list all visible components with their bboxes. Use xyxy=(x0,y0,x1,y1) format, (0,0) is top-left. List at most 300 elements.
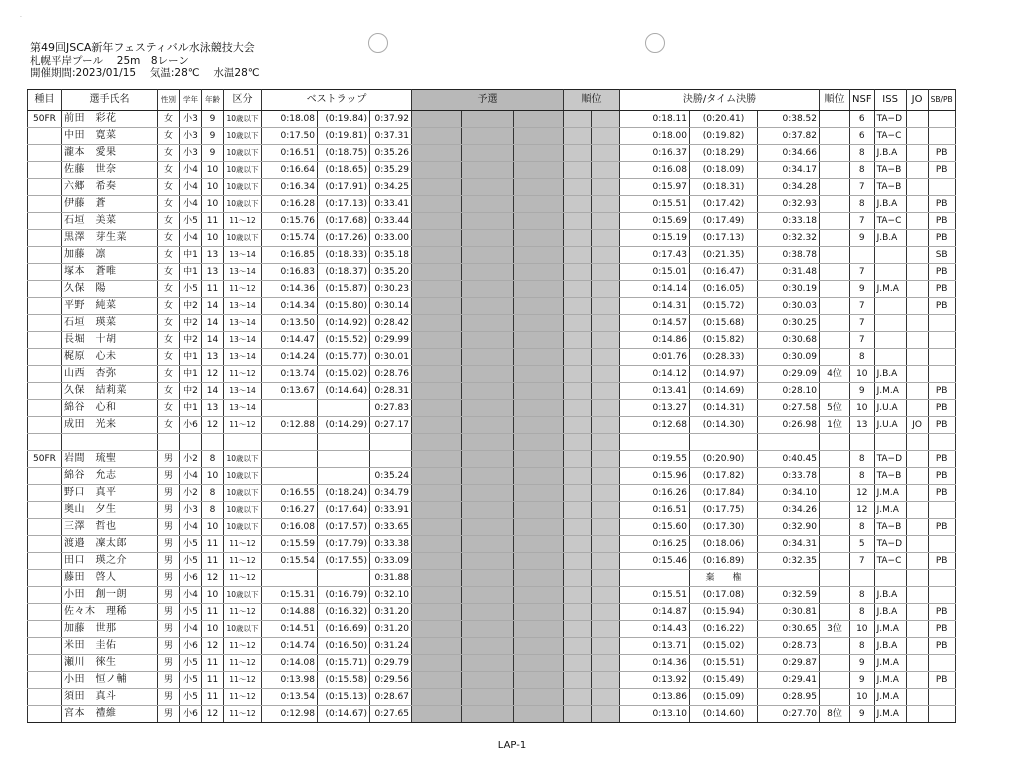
cell-final-50: 0:14.43 xyxy=(620,621,690,638)
cell-age: 11 xyxy=(202,655,224,672)
venue-line: 札幌平岸プール 25m 8レーン xyxy=(30,55,189,67)
cell-name: 岩間 琉聖 xyxy=(62,451,158,468)
cell-rank-a xyxy=(564,587,592,604)
cell-sbpb: PB xyxy=(928,604,955,621)
cell-jo xyxy=(906,349,928,366)
cell-best-50: 0:12.98 xyxy=(262,706,318,723)
cell-rank-a xyxy=(564,128,592,145)
cell-final-total: 0:29.41 xyxy=(758,672,820,689)
cell-rank-b xyxy=(592,315,620,332)
cell-class: 10歳以下 xyxy=(224,485,262,502)
cell-rank-a xyxy=(564,162,592,179)
cell-final-split: (0:17.82) xyxy=(690,468,758,485)
cell-iss xyxy=(874,349,906,366)
cell-final-split: (0:14.60) xyxy=(690,706,758,723)
cell-best-split: (0:17.68) xyxy=(318,213,370,230)
cell-prelim-c xyxy=(514,162,564,179)
table-row xyxy=(28,604,956,621)
cell-best-total: 0:34.25 xyxy=(370,179,412,196)
cell-event xyxy=(28,485,62,502)
cell-prelim-c xyxy=(514,264,564,281)
cell-final-50: 0:16.26 xyxy=(620,485,690,502)
cell-sbpb: PB xyxy=(928,145,955,162)
cell-age: 13 xyxy=(202,400,224,417)
cell-rank-b xyxy=(592,706,620,723)
cell-nsf: 8 xyxy=(850,587,875,604)
cell-final-50: 0:16.51 xyxy=(620,502,690,519)
cell-final-split: (0:18.31) xyxy=(690,179,758,196)
cell-best-50: 0:15.76 xyxy=(262,213,318,230)
cell-class: 11〜12 xyxy=(224,689,262,706)
cell-best-total: 0:30.01 xyxy=(370,349,412,366)
cell-rank-b xyxy=(592,519,620,536)
cell-best-split: (0:17.26) xyxy=(318,230,370,247)
cell-best-total: 0:35.26 xyxy=(370,145,412,162)
cell-final-50: 0:15.51 xyxy=(620,196,690,213)
cell-nsf: 12 xyxy=(850,502,875,519)
cell-name: 三澤 哲也 xyxy=(62,519,158,536)
cell-final-50: 0:14.14 xyxy=(620,281,690,298)
cell-sex: 女 xyxy=(158,417,180,434)
cell-best-total: 0:33.91 xyxy=(370,502,412,519)
cell-event xyxy=(28,298,62,315)
cell-jo: JO xyxy=(906,417,928,434)
cell-sbpb xyxy=(928,366,955,383)
cell-best-total: 0:35.18 xyxy=(370,247,412,264)
cell-prelim-a xyxy=(412,689,462,706)
cell-best-split: (0:18.65) xyxy=(318,162,370,179)
cell-name xyxy=(62,434,158,451)
cell-jo xyxy=(906,111,928,128)
cell-iss: J.B.A xyxy=(874,638,906,655)
cell-best-total: 0:27.83 xyxy=(370,400,412,417)
cell-class: 13〜14 xyxy=(224,264,262,281)
cell-rank-a xyxy=(564,672,592,689)
col-age: 年齢 xyxy=(202,90,224,111)
cell-nsf: 5 xyxy=(850,536,875,553)
cell-class: 10歳以下 xyxy=(224,162,262,179)
cell-grade: 小2 xyxy=(180,451,202,468)
cell-final-rank xyxy=(820,128,850,145)
cell-final-50: 0:14.86 xyxy=(620,332,690,349)
cell-jo xyxy=(906,655,928,672)
cell-sex: 男 xyxy=(158,587,180,604)
cell-final-split: (0:17.42) xyxy=(690,196,758,213)
cell-final-split: (0:15.51) xyxy=(690,655,758,672)
period-line: 開催期間:2023/01/15 気温:28℃ 水温28℃ xyxy=(30,67,260,79)
cell-final-total: 0:28.10 xyxy=(758,383,820,400)
cell-best-50: 0:16.64 xyxy=(262,162,318,179)
cell-grade: 中1 xyxy=(180,349,202,366)
cell-final-total: 0:34.10 xyxy=(758,485,820,502)
cell-class: 10歳以下 xyxy=(224,502,262,519)
cell-event xyxy=(28,179,62,196)
cell-prelim-c xyxy=(514,655,564,672)
cell-prelim-a xyxy=(412,502,462,519)
cell-prelim-b xyxy=(462,621,514,638)
cell-final-split: (0:17.30) xyxy=(690,519,758,536)
table-row xyxy=(28,434,956,451)
cell-final-50: 0:13.86 xyxy=(620,689,690,706)
table-row xyxy=(28,689,956,706)
cell-rank-b xyxy=(592,230,620,247)
col-nsf: NSF xyxy=(850,90,875,111)
cell-event xyxy=(28,638,62,655)
cell-best-split: (0:14.67) xyxy=(318,706,370,723)
cell-best-split: (0:15.13) xyxy=(318,689,370,706)
cell-prelim-b xyxy=(462,570,514,587)
cell-event xyxy=(28,196,62,213)
cell-name: 石垣 美菜 xyxy=(62,213,158,230)
cell-final-split: (0:16.89) xyxy=(690,553,758,570)
table-row xyxy=(28,145,956,162)
cell-age: 14 xyxy=(202,298,224,315)
cell-final-total xyxy=(758,434,820,451)
cell-best-total: 0:37.92 xyxy=(370,111,412,128)
cell-best-split: (0:17.64) xyxy=(318,502,370,519)
cell-rank-a xyxy=(564,689,592,706)
cell-rank-b xyxy=(592,196,620,213)
cell-final-split: (0:18.06) xyxy=(690,536,758,553)
col-grade: 学年 xyxy=(180,90,202,111)
cell-grade: 中1 xyxy=(180,264,202,281)
cell-sex: 女 xyxy=(158,145,180,162)
cell-prelim-b xyxy=(462,638,514,655)
cell-final-total: 0:32.59 xyxy=(758,587,820,604)
cell-final-50: 0:15.60 xyxy=(620,519,690,536)
cell-rank-b xyxy=(592,638,620,655)
cell-prelim-a xyxy=(412,196,462,213)
cell-sex: 女 xyxy=(158,264,180,281)
cell-prelim-c xyxy=(514,570,564,587)
cell-prelim-b xyxy=(462,230,514,247)
cell-best-50 xyxy=(262,468,318,485)
cell-grade: 小6 xyxy=(180,417,202,434)
cell-grade: 小4 xyxy=(180,621,202,638)
cell-final-rank xyxy=(820,485,850,502)
cell-age: 12 xyxy=(202,366,224,383)
cell-best-50: 0:15.59 xyxy=(262,536,318,553)
cell-nsf xyxy=(850,434,875,451)
cell-iss: J.B.A xyxy=(874,587,906,604)
cell-rank-b xyxy=(592,468,620,485)
cell-best-50 xyxy=(262,400,318,417)
cell-iss: TA−D xyxy=(874,451,906,468)
cell-sex: 女 xyxy=(158,230,180,247)
cell-rank-b xyxy=(592,162,620,179)
cell-sex: 女 xyxy=(158,111,180,128)
cell-nsf: 8 xyxy=(850,451,875,468)
cell-grade: 小4 xyxy=(180,162,202,179)
cell-rank-b xyxy=(592,213,620,230)
cell-sbpb: PB xyxy=(928,162,955,179)
cell-rank-a xyxy=(564,264,592,281)
cell-rank-a xyxy=(564,111,592,128)
cell-jo xyxy=(906,315,928,332)
cell-rank-a xyxy=(564,553,592,570)
cell-nsf: 10 xyxy=(850,689,875,706)
cell-best-split: (0:16.32) xyxy=(318,604,370,621)
cell-prelim-b xyxy=(462,298,514,315)
cell-final-rank xyxy=(820,553,850,570)
cell-rank-a xyxy=(564,213,592,230)
cell-rank-a xyxy=(564,706,592,723)
cell-rank-a xyxy=(564,315,592,332)
cell-final-rank xyxy=(820,315,850,332)
cell-best-split: (0:15.80) xyxy=(318,298,370,315)
cell-iss xyxy=(874,434,906,451)
cell-name: 奥山 夕生 xyxy=(62,502,158,519)
cell-sex: 女 xyxy=(158,247,180,264)
cell-best-50 xyxy=(262,570,318,587)
cell-age: 8 xyxy=(202,451,224,468)
cell-class: 10歳以下 xyxy=(224,145,262,162)
cell-best-total: 0:34.79 xyxy=(370,485,412,502)
cell-final-split xyxy=(690,434,758,451)
cell-final-split: (0:14.97) xyxy=(690,366,758,383)
cell-class: 11〜12 xyxy=(224,213,262,230)
table-row xyxy=(28,570,956,587)
cell-best-total: 0:28.67 xyxy=(370,689,412,706)
cell-prelim-b xyxy=(462,485,514,502)
cell-prelim-a xyxy=(412,621,462,638)
col-prelim-rank: 順位 xyxy=(564,90,620,111)
cell-final-split: (0:15.09) xyxy=(690,689,758,706)
table-row xyxy=(28,332,956,349)
cell-class: 10歳以下 xyxy=(224,179,262,196)
cell-iss: J.M.A xyxy=(874,689,906,706)
cell-best-split: (0:17.13) xyxy=(318,196,370,213)
cell-rank-a xyxy=(564,281,592,298)
cell-final-50: 0:19.55 xyxy=(620,451,690,468)
cell-nsf xyxy=(850,247,875,264)
cell-prelim-b xyxy=(462,536,514,553)
cell-rank-b xyxy=(592,553,620,570)
cell-prelim-a xyxy=(412,536,462,553)
cell-nsf xyxy=(850,570,875,587)
cell-sbpb: PB xyxy=(928,485,955,502)
cell-best-50: 0:13.67 xyxy=(262,383,318,400)
cell-class: 11〜12 xyxy=(224,536,262,553)
cell-final-split: (0:17.08) xyxy=(690,587,758,604)
cell-age: 11 xyxy=(202,689,224,706)
cell-prelim-a xyxy=(412,655,462,672)
cell-jo xyxy=(906,706,928,723)
cell-event xyxy=(28,655,62,672)
cell-age: 9 xyxy=(202,128,224,145)
cell-sbpb xyxy=(928,570,955,587)
cell-prelim-a xyxy=(412,128,462,145)
cell-grade: 小5 xyxy=(180,604,202,621)
cell-age: 11 xyxy=(202,553,224,570)
cell-prelim-a xyxy=(412,111,462,128)
cell-age: 11 xyxy=(202,672,224,689)
cell-class: 10歳以下 xyxy=(224,519,262,536)
cell-final-rank xyxy=(820,298,850,315)
cell-age: 9 xyxy=(202,111,224,128)
cell-final-total: 0:40.45 xyxy=(758,451,820,468)
cell-final-split: (0:16.05) xyxy=(690,281,758,298)
cell-best-split xyxy=(318,400,370,417)
cell-grade: 小6 xyxy=(180,706,202,723)
cell-prelim-c xyxy=(514,213,564,230)
table-row xyxy=(28,587,956,604)
cell-rank-b xyxy=(592,298,620,315)
cell-prelim-b xyxy=(462,417,514,434)
cell-iss: J.B.A xyxy=(874,604,906,621)
cell-final-total: 0:29.09 xyxy=(758,366,820,383)
cell-final-50: 0:15.46 xyxy=(620,553,690,570)
cell-final-split: (0:14.30) xyxy=(690,417,758,434)
cell-final-total: 0:33.78 xyxy=(758,468,820,485)
cell-prelim-b xyxy=(462,706,514,723)
cell-final-total: 0:38.78 xyxy=(758,247,820,264)
cell-prelim-c xyxy=(514,332,564,349)
cell-iss: J.M.A xyxy=(874,655,906,672)
cell-grade: 小6 xyxy=(180,638,202,655)
cell-sex: 女 xyxy=(158,332,180,349)
cell-final-split: (0:15.02) xyxy=(690,638,758,655)
cell-event xyxy=(28,349,62,366)
cell-final-rank xyxy=(820,145,850,162)
cell-prelim-b xyxy=(462,247,514,264)
cell-nsf: 8 xyxy=(850,468,875,485)
cell-rank-b xyxy=(592,179,620,196)
cell-sex: 男 xyxy=(158,553,180,570)
table-row xyxy=(28,706,956,723)
cell-final-total: 0:28.95 xyxy=(758,689,820,706)
cell-best-total: 0:33.41 xyxy=(370,196,412,213)
cell-best-50: 0:16.27 xyxy=(262,502,318,519)
cell-iss xyxy=(874,298,906,315)
cell-name: 綿谷 允志 xyxy=(62,468,158,485)
cell-nsf: 8 xyxy=(850,162,875,179)
cell-jo xyxy=(906,332,928,349)
cell-prelim-b xyxy=(462,400,514,417)
table-row xyxy=(28,196,956,213)
col-final: 決勝/タイム決勝 xyxy=(620,90,820,111)
cell-sbpb xyxy=(928,332,955,349)
cell-class: 13〜14 xyxy=(224,298,262,315)
cell-best-50: 0:12.88 xyxy=(262,417,318,434)
cell-name: 須田 真斗 xyxy=(62,689,158,706)
cell-best-split: (0:16.69) xyxy=(318,621,370,638)
cell-final-split: (0:19.82) xyxy=(690,128,758,145)
cell-grade: 小5 xyxy=(180,281,202,298)
cell-event xyxy=(28,502,62,519)
cell-prelim-a xyxy=(412,417,462,434)
cell-prelim-c xyxy=(514,621,564,638)
cell-best-split: (0:15.02) xyxy=(318,366,370,383)
cell-grade: 小4 xyxy=(180,587,202,604)
cell-jo xyxy=(906,298,928,315)
cell-sbpb: PB xyxy=(928,196,955,213)
cell-prelim-c xyxy=(514,417,564,434)
cell-final-split: (0:16.22) xyxy=(690,621,758,638)
cell-sbpb: PB xyxy=(928,298,955,315)
cell-jo xyxy=(906,485,928,502)
cell-sbpb xyxy=(928,128,955,145)
cell-best-split: (0:17.79) xyxy=(318,536,370,553)
cell-prelim-b xyxy=(462,111,514,128)
cell-final-split: 棄 権 xyxy=(690,570,758,587)
cell-rank-b xyxy=(592,570,620,587)
table-row xyxy=(28,213,956,230)
cell-age: 14 xyxy=(202,332,224,349)
cell-sex: 女 xyxy=(158,179,180,196)
cell-iss: J.B.A xyxy=(874,145,906,162)
cell-rank-b xyxy=(592,111,620,128)
cell-grade: 小4 xyxy=(180,468,202,485)
cell-event xyxy=(28,587,62,604)
cell-jo xyxy=(906,196,928,213)
cell-sex: 女 xyxy=(158,213,180,230)
cell-event xyxy=(28,366,62,383)
cell-prelim-a xyxy=(412,383,462,400)
cell-sex xyxy=(158,434,180,451)
cell-rank-a xyxy=(564,502,592,519)
cell-rank-a xyxy=(564,400,592,417)
cell-prelim-b xyxy=(462,672,514,689)
cell-rank-a xyxy=(564,536,592,553)
table-row xyxy=(28,655,956,672)
table-row xyxy=(28,298,956,315)
table-row xyxy=(28,111,956,128)
cell-final-total: 0:29.87 xyxy=(758,655,820,672)
cell-class xyxy=(224,434,262,451)
cell-best-split: (0:17.55) xyxy=(318,553,370,570)
cell-final-total: 0:32.32 xyxy=(758,230,820,247)
cell-age: 10 xyxy=(202,179,224,196)
cell-name: 黒澤 芽生菜 xyxy=(62,230,158,247)
cell-best-total: 0:33.00 xyxy=(370,230,412,247)
cell-prelim-c xyxy=(514,553,564,570)
cell-sex: 男 xyxy=(158,451,180,468)
cell-class: 10歳以下 xyxy=(224,111,262,128)
cell-sbpb: PB xyxy=(928,638,955,655)
cell-nsf: 8 xyxy=(850,196,875,213)
table-row xyxy=(28,366,956,383)
cell-grade: 小5 xyxy=(180,536,202,553)
cell-nsf: 7 xyxy=(850,213,875,230)
cell-class: 11〜12 xyxy=(224,638,262,655)
cell-best-50 xyxy=(262,451,318,468)
cell-best-split: (0:16.79) xyxy=(318,587,370,604)
cell-sbpb: PB xyxy=(928,621,955,638)
cell-final-split: (0:17.49) xyxy=(690,213,758,230)
cell-prelim-b xyxy=(462,655,514,672)
cell-nsf: 9 xyxy=(850,672,875,689)
cell-grade: 小3 xyxy=(180,502,202,519)
cell-rank-b xyxy=(592,247,620,264)
cell-iss: TA−C xyxy=(874,213,906,230)
cell-final-rank: 5位 xyxy=(820,400,850,417)
cell-class: 11〜12 xyxy=(224,281,262,298)
cell-final-rank xyxy=(820,179,850,196)
table-row xyxy=(28,485,956,502)
cell-grade: 中2 xyxy=(180,315,202,332)
cell-grade: 小5 xyxy=(180,553,202,570)
cell-event xyxy=(28,706,62,723)
cell-final-50: 0:14.31 xyxy=(620,298,690,315)
cell-final-split: (0:20.90) xyxy=(690,451,758,468)
cell-grade: 小4 xyxy=(180,230,202,247)
cell-class: 10歳以下 xyxy=(224,587,262,604)
cell-age: 10 xyxy=(202,587,224,604)
cell-rank-a xyxy=(564,519,592,536)
cell-best-split xyxy=(318,570,370,587)
cell-prelim-b xyxy=(462,434,514,451)
